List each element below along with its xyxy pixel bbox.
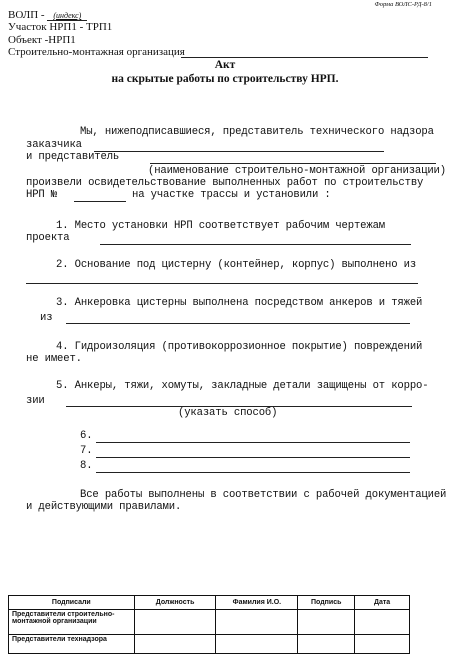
cell-position[interactable] xyxy=(134,635,216,654)
cell-signature[interactable] xyxy=(298,610,355,635)
item-3: 3. Анкеровка цистерны выполнена посредством анкеров и тяжей xyxy=(56,297,423,309)
col-header-signed: Подписали xyxy=(9,596,135,610)
nrp-number-field-line[interactable] xyxy=(74,201,126,202)
closing-line-2: и действующими правилами. xyxy=(26,501,182,513)
document-subtitle: на скрытые работы по строительству НРП. xyxy=(111,73,339,85)
cell-name[interactable] xyxy=(216,635,298,654)
item-8-field-line[interactable] xyxy=(96,472,410,473)
volp-prefix: ВОЛП - xyxy=(8,9,45,21)
signature-table xyxy=(8,595,410,654)
item-1-field-line[interactable] xyxy=(100,244,411,245)
item-8: 8. xyxy=(80,460,93,472)
item-5-caption: (указать способ) xyxy=(178,407,278,419)
item-3-field-line[interactable] xyxy=(66,323,410,324)
item-1: 1. Место установки НРП соответствует рабочим чертежам xyxy=(56,220,385,232)
item-2-field-line[interactable] xyxy=(26,283,418,284)
col-header-name: Фамилия И.О. xyxy=(216,596,298,610)
item-5-cont: зии xyxy=(26,395,45,407)
organization-field-line[interactable] xyxy=(181,57,428,58)
col-header-signature: Подпись xyxy=(298,596,355,610)
cell-position[interactable] xyxy=(134,610,216,635)
header-line-section: Участок НРП1 - ТРП1 xyxy=(8,21,113,33)
item-5: 5. Анкеры, тяжи, хомуты, закладные детали защищены от корро- xyxy=(56,380,429,392)
route-section-text: на участке трассы и установили : xyxy=(132,189,331,201)
header-line-organization: Строительно-монтажная организация xyxy=(8,46,185,58)
paragraph-representative-label: и представитель xyxy=(26,151,120,163)
nrp-number-label: НРП № xyxy=(26,189,58,201)
item-6-field-line[interactable] xyxy=(96,442,410,443)
row-label-tech-supervision: Представители технадзора xyxy=(9,635,135,654)
header-line-object: Объект -НРП1 xyxy=(8,34,76,46)
table-row xyxy=(9,635,410,654)
item-7-field-line[interactable] xyxy=(96,457,410,458)
col-header-date: Дата xyxy=(355,596,410,610)
col-header-position: Должность xyxy=(134,596,216,610)
customer-field-line[interactable] xyxy=(94,151,384,152)
signature-table-header xyxy=(9,596,410,610)
paragraph-inspection: произвели освидетельствование выполненных работ по строительству xyxy=(26,177,424,189)
item-3-cont: из xyxy=(40,312,53,324)
form-code: Форма ВОЛС-РД-8/1 xyxy=(374,1,432,8)
row-label-construction-org: Представители строительно-монтажной организации xyxy=(9,610,135,635)
cell-date[interactable] xyxy=(355,610,410,635)
cell-signature[interactable] xyxy=(298,635,355,654)
cell-date[interactable] xyxy=(355,635,410,654)
document-title: Акт xyxy=(214,59,236,71)
item-4-cont: не имеет. xyxy=(26,353,82,365)
representative-field-line[interactable] xyxy=(150,163,436,164)
organization-caption: (наименование строительно-монтажной организации) xyxy=(148,165,446,177)
paragraph-intro: Мы, нижеподписавшиеся, представитель технического надзора xyxy=(80,126,434,138)
item-1-cont: проекта xyxy=(26,232,70,244)
table-row xyxy=(9,610,410,635)
item-7: 7. xyxy=(80,445,93,457)
cell-name[interactable] xyxy=(216,610,298,635)
item-4: 4. Гидроизоляция (противокоррозионное покрытие) повреждений xyxy=(56,341,423,353)
volp-index: (индекс) xyxy=(47,11,87,21)
header-line-volp xyxy=(8,9,87,21)
item-2: 2. Основание под цистерну (контейнер, корпус) выполнено из xyxy=(56,259,417,271)
paragraph-customer-label: заказчика xyxy=(26,139,82,151)
item-6: 6. xyxy=(80,430,93,442)
closing-line-1: Все работы выполнены в соответствии с рабочей документацией xyxy=(80,489,447,501)
